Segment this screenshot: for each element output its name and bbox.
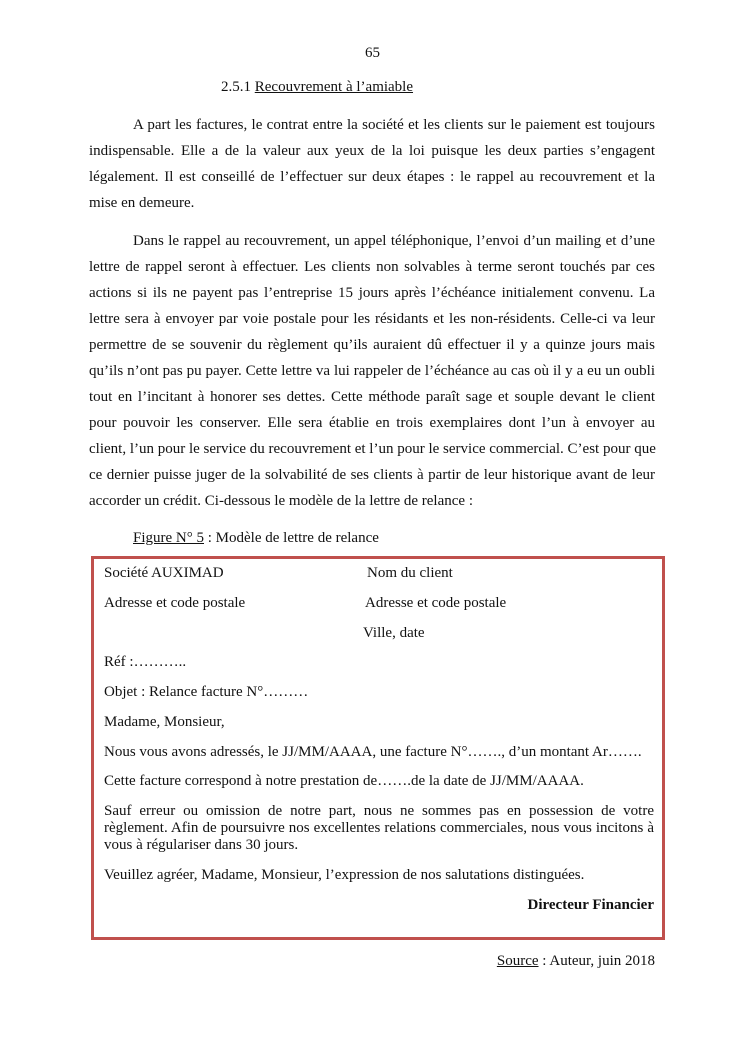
paragraph-line: pour pouvoir les conserver. Elle sera établie en trois exemplaires dont l’un à envoyer au	[89, 415, 655, 431]
letter-body-line: règlement. Afin de poursuivre nos excellentes relations commerciales, nous vous incitons à	[104, 820, 654, 836]
paragraph-line: client, l’un pour le service du recouvrement et l’un pour le service commercial. C’est pour que	[89, 441, 656, 457]
letter-body-line: vous à régulariser dans 30 jours.	[104, 837, 299, 853]
paragraph-line: Dans le rappel au recouvrement, un appel téléphonique, l’envoi d’un mailing et d’une	[133, 233, 655, 249]
paragraph-line: qu’ils n’ont pas pu payer. Cette lettre va lui rappeler de l’échéance au cas où il y a eu un oubli	[89, 363, 655, 379]
paragraph-line: ce dernier puisse juger de la solvabilité de ses clients à partir de leur historique avant de leur	[89, 467, 655, 483]
paragraph-line: accorder un crédit. Ci-dessous le modèle de la lettre de relance :	[89, 493, 473, 509]
section-title: Recouvrement à l’amiable	[254, 79, 414, 95]
page-number: 65	[365, 45, 380, 61]
letter-body-line: Sauf erreur ou omission de notre part, nous ne sommes pas en possession de votre	[104, 803, 654, 819]
paragraph-line: lettre de rappel seront à effectuer. Les clients non solvables à terme seront touchés par ces	[89, 259, 655, 275]
object-line: Objet : Relance facture N°………	[104, 684, 309, 700]
client-name: Nom du client	[367, 565, 453, 581]
client-address: Adresse et code postale	[365, 595, 507, 611]
paragraph-line: permettre de se souvenir du règlement qu’ils auraient dû effectuer il y a quinze jours mais	[89, 337, 655, 353]
reference: Réf :………..	[104, 654, 187, 670]
section-number: 2.5.1	[221, 79, 251, 95]
closing: Veuillez agréer, Madame, Monsieur, l’expression de nos salutations distinguées.	[104, 867, 585, 883]
letter-line-2: Cette facture correspond à notre prestation de…….de la date de JJ/MM/AAAA.	[104, 773, 584, 789]
paragraph-line: tout en l’incitant à honorer ses dettes. Cette méthode paraît sage et souple devant le client	[89, 389, 655, 405]
paragraph-1	[89, 112, 655, 216]
greeting: Madame, Monsieur,	[104, 714, 225, 730]
place-date: Ville, date	[363, 625, 425, 641]
paragraph-line: indispensable. Elle a de la valeur aux yeux de la loi puisque les deux parties s’engagent	[89, 143, 655, 159]
letter-body	[104, 803, 654, 854]
section-heading	[221, 79, 413, 96]
figure-caption	[133, 530, 379, 547]
figure-label: Figure N° 5	[133, 530, 204, 546]
paragraph-line: légalement. Il est conseillé de l’effectuer sur deux étapes : le rappel au recouvrement et la	[89, 169, 655, 185]
signature: Directeur Financier	[527, 897, 654, 913]
source-note	[497, 953, 655, 970]
sender-address: Adresse et code postale	[104, 595, 246, 611]
letter-template-box	[91, 556, 665, 940]
paragraph-2	[89, 228, 655, 514]
paragraph-line: A part les factures, le contrat entre la société et les clients sur le paiement est toujours	[133, 117, 655, 133]
paragraph-line: actions si ils ne payent pas l’entreprise 15 jours après l’échéance initialement convenu. La	[89, 285, 655, 301]
letter-line-1: Nous vous avons adressés, le JJ/MM/AAAA, une facture N°……., d’un montant Ar…….	[104, 744, 642, 760]
paragraph-line: mise en demeure.	[89, 195, 195, 211]
source-label: Source	[496, 953, 539, 969]
figure-caption-text: : Modèle de lettre de relance	[204, 530, 379, 546]
source-text: : Auteur, juin 2018	[538, 953, 655, 969]
sender-name: Société AUXIMAD	[104, 565, 224, 581]
paragraph-line: lettre sera à envoyer par voie postale pour les résidants et les non-résidents. Celle-ci va leur	[89, 311, 655, 327]
